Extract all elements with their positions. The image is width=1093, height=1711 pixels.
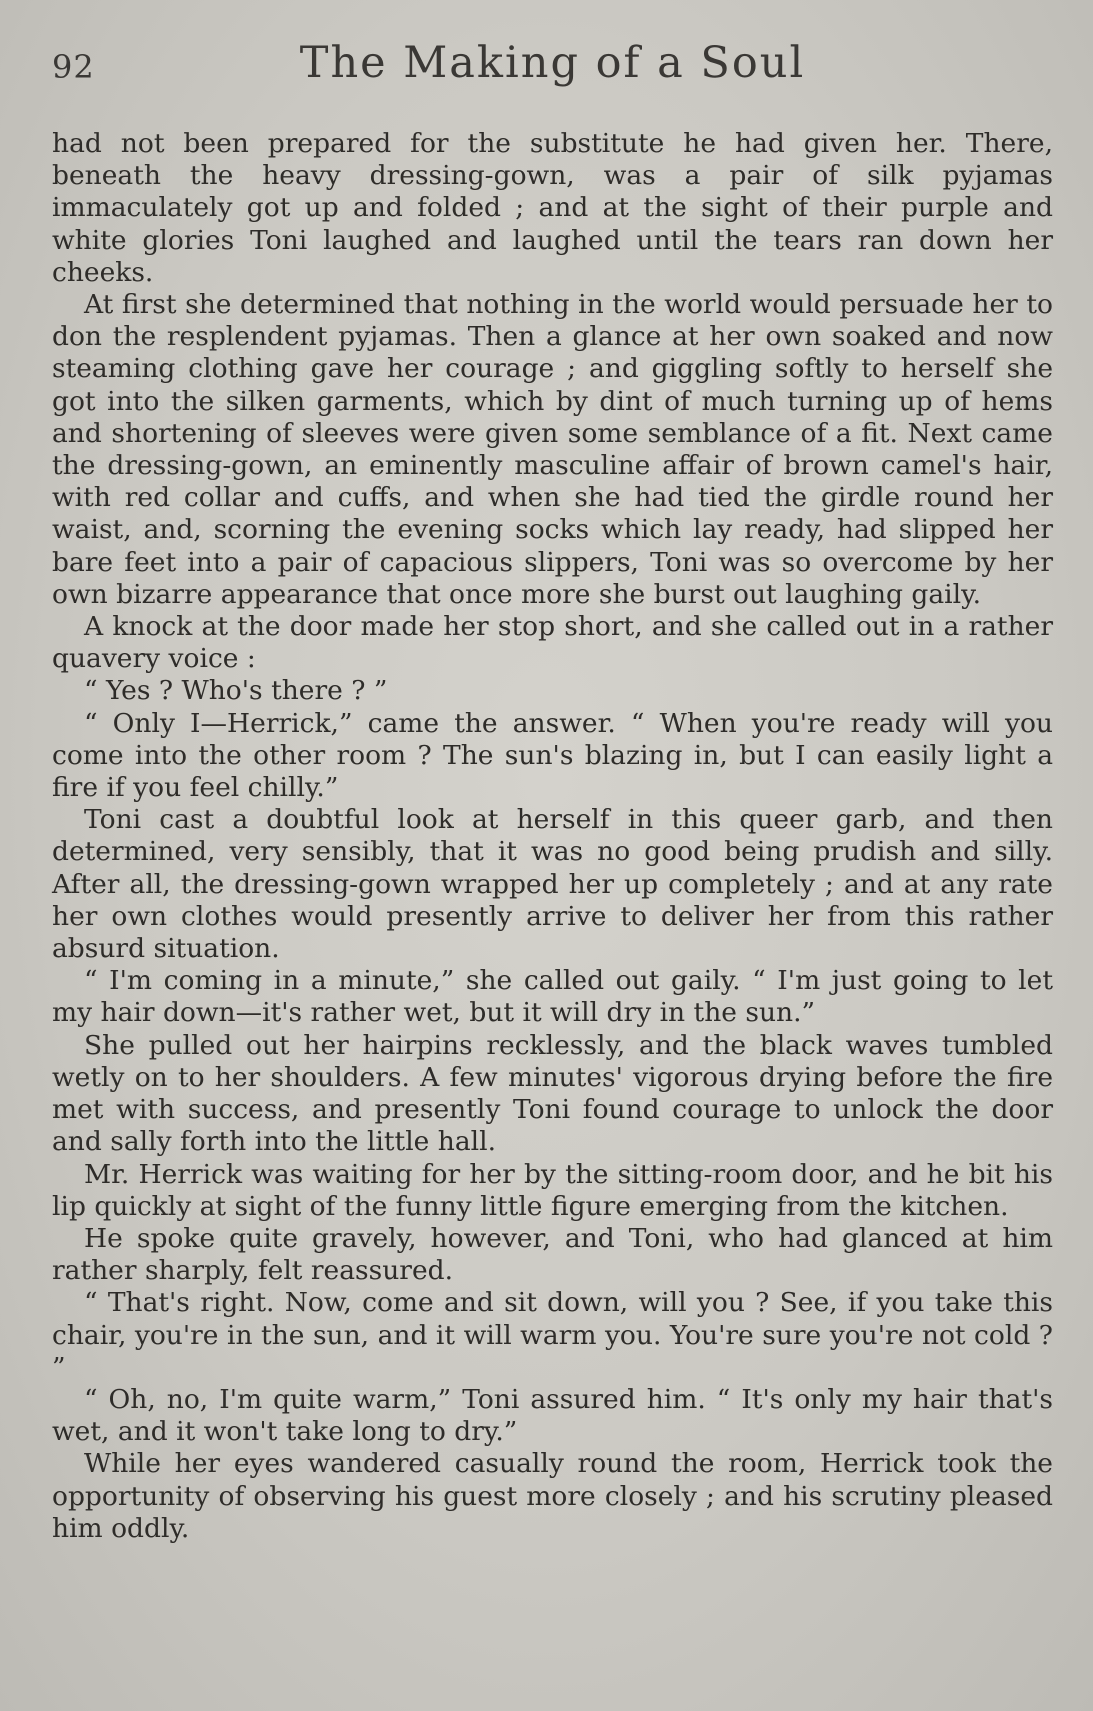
paragraph: “ Only I—Herrick,” came the answer. “ When you're ready will you come into the other room ? The sun's blazing in, but I can easily light a fire if you feel chilly.” [52,707,1053,804]
paragraph: A knock at the door made her stop short, and she called out in a rather quavery voice : [52,611,1053,675]
paragraph: He spoke quite gravely, however, and Toni, who had glanced at him rather sharply, felt reassured. [52,1222,1053,1287]
running-title: The Making of a Soul [299,38,806,88]
paragraph: “ That's right. Now, come and sit down, will you ? See, if you take this chair, you're in the sun, and it will warm you. You're sure you're not cold ? ” [52,1287,1053,1383]
paragraph: She pulled out her hairpins recklessly, and the black waves tumbled wetly on to her shoulders. A few minutes' vigorous drying before the fire met with success, and presently Toni found courage to unlock the door and sally forth into the little hall. [52,1029,1053,1158]
page-number: 92 [52,48,95,86]
body-text [52,128,1053,1545]
page-header [52,28,1053,90]
paragraph: Toni cast a doubtful look at herself in this queer garb, and then determined, very sensibly, that it was no good being prudish and silly. After all, the dressing-gown wrapped her up completely ; and at any rate her own clothes would presently arrive to deliver her from this rather absurd situation. [52,804,1053,965]
paragraph: At first she determined that nothing in the world would persuade her to don the resplendent pyjamas. Then a glance at her own soaked and now steaming clothing gave her courage ; and giggling softly to herself she got into the silken garments, which by dint of much turning up of hems and shortening of sleeves were given some semblance of a fit. Next came the dressing-gown, an eminently masculine affair of brown camel's hair, with red collar and cuffs, and when she had tied the girdle round her waist, and, scorning the evening socks which lay ready, had slipped her bare feet into a pair of capacious slippers, Toni was so overcome by her own bizarre appearance that once more she burst out laughing gaily. [52,289,1053,610]
paragraph: Mr. Herrick was waiting for her by the sitting-room door, and he bit his lip quickly at sight of the funny little figure emerging from the kitchen. [52,1158,1053,1222]
paragraph: “ Yes ? Who's there ? ” [84,675,388,707]
paragraph: While her eyes wandered casually round the room, Herrick took the opportunity of observing his guest more closely ; and his scrutiny pleased him oddly. [52,1448,1053,1544]
paragraph: “ I'm coming in a minute,” she called out gaily. “ I'm just going to let my hair down—it's rather wet, but it will dry in the sun.” [52,965,1053,1029]
paragraph: “ Oh, no, I'm quite warm,” Toni assured him. “ It's only my hair that's wet, and it won't take long to dry.” [52,1383,1053,1448]
paragraph: had not been prepared for the substitute he had given her. There, beneath the heavy dressing-gown, was a pair of silk pyjamas immaculately got up and folded ; and at the sight of their purple and white glories Toni laughed and laughed until the tears ran down her cheeks. [52,128,1053,288]
